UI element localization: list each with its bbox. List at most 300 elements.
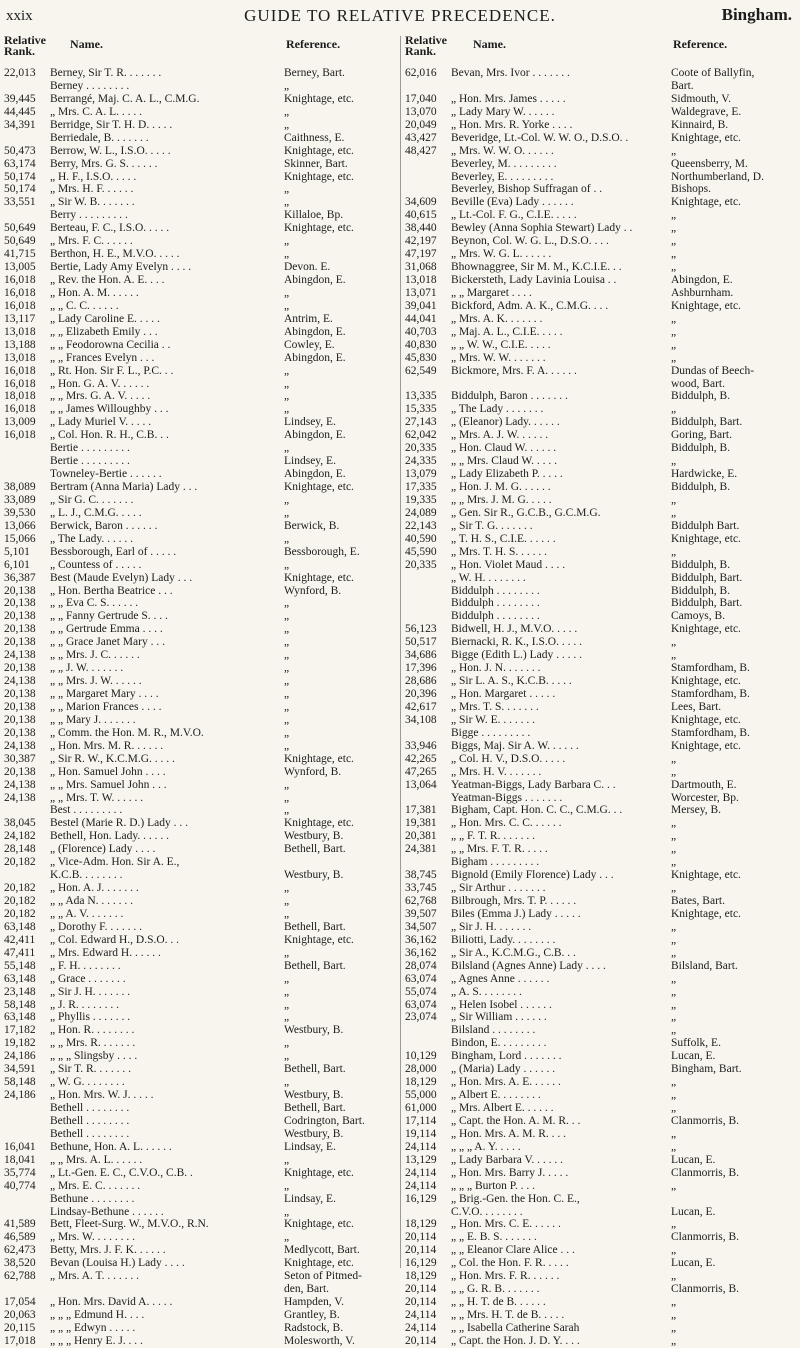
entry-row — [405, 597, 797, 610]
entry-row — [405, 1141, 797, 1154]
entry-rank: 33,551 — [4, 196, 36, 209]
entry-name: „ Sir Arthur . . . . . . . — [451, 882, 546, 895]
entry-reference: „ — [671, 817, 677, 830]
entry-name: „ „ Mrs. F. T. R. . . . . — [451, 843, 548, 856]
entry-row — [4, 701, 396, 714]
entry-row — [4, 209, 396, 222]
entry-rank: 48,427 — [405, 144, 437, 157]
entry-rank: 31,068 — [405, 261, 437, 274]
left-entries — [4, 67, 396, 1348]
entry-rank: 24,089 — [405, 506, 437, 519]
entry-row — [4, 714, 396, 727]
entry-reference: „ — [671, 1296, 677, 1309]
entry-name: „ Hon. Mrs. A. E. . . . . . — [451, 1076, 561, 1089]
entry-rank: 20,063 — [4, 1309, 36, 1321]
entry-name: „ Hon. G. A. V. . . . . . — [50, 377, 150, 390]
entry-name: „ Capt. the Hon. J. D. Y. . . . — [451, 1334, 580, 1347]
entry-name: Berney . . . . . . . . — [50, 79, 130, 92]
entry-reference: „ — [671, 946, 677, 959]
entry-row — [405, 947, 797, 960]
entry-rank: 40,590 — [405, 532, 437, 545]
entry-rank: 58,148 — [4, 1076, 36, 1089]
entry-name: „ (Eleanor) Lady. . . . . . — [451, 416, 560, 429]
entry-reference: Westbury, B. — [284, 830, 344, 843]
entry-name: Bilsland (Agnes Anne) Lady . . . . — [451, 959, 606, 972]
entry-name: „ Agnes Anne . . . . . . — [451, 972, 550, 985]
entry-name: „ Sir William . . . . . . — [451, 1011, 547, 1024]
entry-row — [405, 766, 797, 779]
entry-row — [405, 610, 797, 623]
entry-reference: Suffolk, E. — [671, 1037, 721, 1050]
entry-name: „ „ Elizabeth Emily . . . — [50, 325, 158, 338]
entry-name: „ The Lady . . . . . . . — [451, 403, 544, 416]
entry-rank: 47,411 — [4, 946, 36, 959]
entry-reference: Knightage, etc. — [284, 1257, 354, 1270]
entry-rank: 22,013 — [4, 67, 36, 79]
entry-reference: „ — [671, 998, 677, 1011]
entry-rank: 28,148 — [4, 843, 36, 856]
entry-row — [4, 1180, 396, 1193]
entry-rank: 33,745 — [405, 882, 437, 895]
entry-row — [4, 662, 396, 675]
entry-name: „ Capt. the Hon. A. M. R. . . — [451, 1114, 581, 1127]
entry-row — [4, 378, 396, 391]
entry-rank: 20,381 — [405, 830, 437, 843]
entry-row — [405, 442, 797, 455]
entry-rank: 50,174 — [4, 170, 36, 183]
entry-row — [4, 779, 396, 792]
entry-row — [4, 1011, 396, 1024]
entry-rank: 20,114 — [405, 1283, 437, 1296]
entry-name: „ „ „ A. Y. . . . . — [451, 1140, 521, 1153]
entry-rank: 15,066 — [4, 532, 36, 545]
entry-name: „ Mrs. Albert E. . . . . . — [451, 1102, 554, 1114]
entry-reference: „ — [671, 752, 677, 765]
entry-row — [405, 171, 797, 184]
entry-row — [405, 1089, 797, 1102]
reference-header: Reference. — [673, 37, 728, 51]
entry-name: „ Maj. A. L., C.I.E. . . . . — [451, 325, 563, 338]
entry-rank: 28,686 — [405, 675, 437, 688]
entry-reference: „ — [284, 196, 290, 209]
entry-reference: Knightage, etc. — [671, 907, 741, 920]
entry-name: Best . . . . . . . . . — [50, 804, 123, 817]
entry-row — [405, 1244, 797, 1257]
entry-row — [4, 572, 396, 585]
entry-rank: 20,138 — [4, 610, 36, 623]
entry-name: C.V.O. . . . . . . . — [451, 1205, 523, 1218]
entry-rank: 24,335 — [405, 455, 437, 468]
entry-reference: „ — [284, 118, 290, 131]
entry-reference: Lucan, E. — [671, 1257, 716, 1270]
entry-name: „ Hon. R. . . . . . . . — [50, 1024, 135, 1037]
entry-reference: Westbury, B. — [284, 1089, 344, 1102]
entry-name: Towneley-Bertie . . . . . . — [50, 468, 162, 481]
entry-rank: 36,162 — [405, 946, 437, 959]
entry-row — [405, 1011, 797, 1024]
entry-reference: „ — [284, 1011, 290, 1024]
entry-row — [405, 572, 797, 585]
entry-rank: 40,830 — [405, 338, 437, 351]
entry-rank: 20,138 — [4, 726, 36, 739]
entry-row — [4, 1154, 396, 1167]
entry-rank: 18,041 — [4, 1153, 36, 1166]
entry-row — [4, 597, 396, 610]
entry-row — [405, 481, 797, 494]
entry-rank: 23,074 — [405, 1011, 437, 1024]
entry-rank: 17,335 — [405, 481, 437, 493]
entry-name: Beverley, M. . . . . . . . . — [451, 157, 557, 170]
entry-reference: „ — [284, 532, 290, 545]
entry-rank: 42,197 — [405, 235, 437, 248]
entry-name: „ „ Margaret Mary . . . . — [50, 688, 159, 700]
entry-name: „ „ Mrs. A. L. . . . . . — [50, 1153, 143, 1166]
entry-row — [405, 688, 797, 701]
rank-header: Relative Rank. — [405, 33, 447, 58]
entry-reference: Coote of Ballyfin, — [671, 67, 755, 79]
entry-name: „ Gen. Sir R., G.C.B., G.C.M.G. — [451, 506, 601, 519]
entry-name: Bevan, Mrs. Ivor . . . . . . . — [451, 67, 570, 79]
entry-reference: Dundas of Beech- — [671, 364, 755, 377]
entry-row — [4, 999, 396, 1012]
entry-reference: Sidmouth, V. — [671, 92, 731, 105]
entry-name: K.C.B. . . . . . . . — [50, 869, 123, 882]
entry-row — [4, 158, 396, 171]
entry-reference: „ — [671, 636, 677, 649]
entry-rank: 38,045 — [4, 817, 36, 830]
entry-reference: „ — [284, 907, 290, 920]
entry-reference: „ — [671, 1140, 677, 1153]
entry-row — [405, 300, 797, 313]
entry-reference: Goring, Bart. — [671, 429, 733, 442]
entry-name: „ „ E. B. S. . . . . . . — [451, 1231, 537, 1244]
entry-rank: 40,703 — [405, 325, 437, 338]
entry-rank: 39,445 — [4, 92, 36, 105]
entry-rank: 50,473 — [4, 144, 36, 157]
entry-rank: 24,114 — [405, 1321, 437, 1334]
entry-rank: 13,018 — [405, 274, 437, 286]
entry-name: „ The Lady. . . . . . — [50, 532, 134, 545]
entry-row — [405, 416, 797, 429]
entry-reference: Knightage, etc. — [284, 92, 354, 105]
entry-rank: 28,074 — [405, 959, 437, 972]
entry-name: „ F. H. . . . . . . . — [50, 959, 121, 972]
entry-row — [4, 1024, 396, 1037]
entry-row — [4, 1063, 396, 1076]
entry-rank: 62,473 — [4, 1244, 36, 1257]
entry-name: Bhownaggree, Sir M. M., K.C.I.E. . . — [451, 261, 622, 274]
entry-rank: 50,174 — [4, 183, 36, 196]
entry-reference: „ — [284, 804, 290, 817]
entry-rank: 15,335 — [405, 403, 437, 416]
entry-name: „ Dorothy F. . . . . . . — [50, 920, 143, 933]
entry-rank: 24,138 — [4, 791, 36, 804]
entry-name: „ Sir T. G. . . . . . . — [451, 519, 533, 532]
entry-name: Biggs, Maj. Sir A. W. . . . . . — [451, 739, 579, 752]
entry-row — [405, 908, 797, 921]
entry-row — [405, 1180, 797, 1193]
entry-name: „ Lady Mary W. . . . . . — [451, 105, 555, 118]
entry-reference: „ — [671, 649, 677, 662]
entry-reference: „ — [671, 248, 677, 261]
entry-rank: 58,148 — [4, 998, 36, 1011]
entry-reference: „ — [671, 235, 677, 248]
entry-name: Bilbrough, Mrs. T. P. . . . . . — [451, 895, 577, 907]
entry-rank: 19,114 — [405, 1127, 437, 1140]
entry-name: „ Sir R. W., K.C.M.G. . . . . — [50, 752, 175, 765]
entry-row — [405, 183, 797, 196]
entry-rank: 24,138 — [4, 739, 36, 752]
entry-name: Berriedale, B. . . . . . . — [50, 131, 149, 144]
entry-reference: „ — [284, 713, 290, 726]
entry-row — [4, 390, 396, 403]
entry-row — [405, 274, 797, 287]
entry-row — [405, 196, 797, 209]
entry-name: „ „ Margaret . . . . — [451, 286, 532, 299]
entry-name: „ Hon. Claud W. . . . . . — [451, 442, 557, 455]
entry-name: „ „ Mrs. J. C. . . . . . — [50, 649, 140, 662]
entry-row — [4, 196, 396, 209]
entry-reference: Lees, Bart. — [671, 700, 722, 713]
entry-row — [405, 753, 797, 766]
entry-rank: 62,042 — [405, 429, 437, 442]
entry-row — [4, 546, 396, 559]
entry-rank: 55,074 — [405, 985, 437, 998]
entry-name: „ „ A. V. . . . . . . — [50, 907, 124, 920]
entry-rank: 16,129 — [405, 1257, 437, 1270]
entry-reference: „ — [284, 183, 290, 196]
entry-row — [4, 856, 396, 869]
entry-rank: 33,946 — [405, 739, 437, 752]
entry-row — [405, 1231, 797, 1244]
entry-name: „ A. S. . . . . . . . — [451, 985, 522, 998]
entry-rank: 20,114 — [405, 1244, 437, 1257]
entry-row — [4, 313, 396, 326]
entry-reference: Westbury, B. — [284, 869, 344, 882]
entry-row — [405, 507, 797, 520]
entry-rank: 55,148 — [4, 959, 36, 972]
entry-name: „ Hon. Mrs. Barry J. . . . . — [451, 1166, 569, 1179]
entry-rank: 38,520 — [4, 1257, 36, 1270]
entry-row — [4, 1322, 396, 1335]
entry-row — [405, 973, 797, 986]
entry-row — [405, 455, 797, 468]
entry-rank: 13,066 — [4, 519, 36, 532]
entry-row — [4, 274, 396, 287]
entry-rank: 24,381 — [405, 843, 437, 856]
entry-row — [4, 1050, 396, 1063]
entry-name: „ Brig.-Gen. the Hon. C. E., — [451, 1192, 580, 1205]
entry-row — [405, 882, 797, 895]
entry-reference: Devon. E. — [284, 261, 331, 274]
entry-reference: „ — [671, 882, 677, 895]
entry-name: „ Lady Caroline E. . . . . — [50, 312, 160, 325]
entry-rank: 46,589 — [4, 1231, 36, 1244]
entry-reference: „ — [284, 985, 290, 998]
entry-name: Bickford, Adm. A. K., C.M.G. . . . — [451, 299, 609, 312]
entry-row — [405, 1024, 797, 1037]
entry-name: „ Rt. Hon. Sir F. L., P.C. . . — [50, 364, 174, 377]
entry-row — [4, 507, 396, 520]
entry-rank: 39,530 — [4, 506, 36, 519]
entry-row — [405, 830, 797, 843]
entry-row — [405, 1218, 797, 1231]
entry-rank: 20,138 — [4, 765, 36, 778]
entry-row — [4, 610, 396, 623]
entry-rank: 19,182 — [4, 1037, 36, 1050]
entry-row — [4, 830, 396, 843]
entry-name: „ Mrs. T. S. . . . . . . — [451, 700, 539, 713]
entry-name: Biliotti, Lady. . . . . . . . — [451, 933, 556, 946]
entry-row — [405, 1128, 797, 1141]
entry-row — [405, 1076, 797, 1089]
entry-rank: 18,129 — [405, 1218, 437, 1231]
entry-reference: Worcester, Bp. — [671, 791, 739, 804]
entry-reference: Caithness, E. — [284, 131, 345, 144]
entry-row — [4, 132, 396, 145]
entry-reference: Knightage, etc. — [671, 739, 741, 752]
entry-row — [4, 817, 396, 830]
entry-row — [405, 1206, 797, 1219]
entry-row — [4, 792, 396, 805]
entry-rank: 16,018 — [4, 377, 36, 390]
entry-reference: Radstock, B. — [284, 1321, 344, 1334]
entry-row — [405, 740, 797, 753]
entry-name: „ Mrs. W. G. L. . . . . . — [451, 248, 552, 261]
entry-reference: „ — [284, 688, 290, 700]
entry-reference: „ — [284, 1231, 290, 1244]
entry-name: „ „ G. R. B. . . . . . . — [451, 1283, 540, 1296]
entry-row — [405, 1257, 797, 1270]
entry-row — [4, 934, 396, 947]
entry-row — [405, 132, 797, 145]
entry-reference: „ — [284, 998, 290, 1011]
entry-name: „ Mrs. C. A. L. . . . . — [50, 105, 142, 118]
right-entries — [405, 67, 797, 1348]
entry-reference: „ — [671, 830, 677, 843]
entry-row — [4, 1335, 396, 1348]
entry-name: „ „ Mrs. J. W. . . . . . — [50, 675, 142, 688]
entry-row — [405, 1063, 797, 1076]
entry-reference: Bethell, Bart. — [284, 843, 346, 856]
entry-row — [4, 235, 396, 248]
entry-row — [4, 740, 396, 753]
entry-reference: Knightage, etc. — [284, 481, 354, 493]
entry-name: „ Sir L. A. S., K.C.B. . . . . — [451, 675, 572, 688]
entry-reference: „ — [671, 403, 677, 416]
entry-row — [4, 455, 396, 468]
entry-name: Bertie . . . . . . . . . — [50, 442, 130, 455]
entry-name: „ Col. the Hon. F. R. . . . . — [451, 1257, 569, 1270]
entry-name: „ Helen Isobel . . . . . . — [451, 998, 552, 1011]
entry-row — [4, 1141, 396, 1154]
entry-row — [405, 93, 797, 106]
entry-rank: 20,182 — [4, 895, 36, 907]
entry-name: „ Mrs. E. C. . . . . . . — [50, 1179, 141, 1192]
entry-reference: Antrim, E. — [284, 312, 333, 325]
entry-rank: 20,182 — [4, 907, 36, 920]
entry-row — [4, 67, 396, 80]
entry-row — [4, 339, 396, 352]
entry-reference: „ — [284, 1076, 290, 1089]
entry-reference: Knightage, etc. — [284, 817, 354, 830]
entry-name: Beverley, Bishop Suffragan of . . — [451, 183, 603, 196]
entry-reference: „ — [671, 261, 677, 274]
entry-reference: Wynford, B. — [284, 765, 342, 778]
entry-name: „ Lt.-Gen. E. C., C.V.O., C.B. . — [50, 1166, 193, 1179]
entry-rank: 13,188 — [4, 338, 36, 351]
entry-reference: „ — [284, 1153, 290, 1166]
entry-rank: 50,517 — [405, 636, 437, 649]
entry-row — [405, 365, 797, 378]
entry-reference: Biddulph, B. — [671, 481, 731, 493]
entry-rank: 13,071 — [405, 286, 437, 299]
entry-name: „ Rev. the Hon. A. E. . . . — [50, 274, 165, 286]
entry-rank: 63,148 — [4, 1011, 36, 1024]
entry-row — [405, 494, 797, 507]
entry-rank: 19,335 — [405, 493, 437, 506]
entry-row — [4, 960, 396, 973]
entry-rank: 24,186 — [4, 1089, 36, 1102]
entry-row — [4, 921, 396, 934]
entry-row — [4, 766, 396, 779]
entry-name: Berthon, H. E., M.V.O. . . . . — [50, 248, 180, 261]
entry-name: „ „ Eva C. S. . . . . . — [50, 597, 139, 610]
entry-rank: 13,335 — [405, 390, 437, 403]
entry-name: „ Col. Hon. R. H., C.B. . . — [50, 429, 169, 442]
column-divider — [400, 36, 401, 1268]
entry-reference: Medlycott, Bart. — [284, 1244, 360, 1257]
entry-rank: 20,335 — [405, 558, 437, 571]
entry-rank: 41,715 — [4, 248, 36, 261]
entry-name: „ (Florence) Lady . . . . — [50, 843, 156, 856]
entry-row — [405, 1283, 797, 1296]
entry-rank: 44,445 — [4, 105, 36, 118]
entry-row — [405, 390, 797, 403]
entry-rank: 20,182 — [4, 882, 36, 895]
entry-reference: Westbury, B. — [284, 1127, 344, 1140]
entry-row — [405, 352, 797, 365]
entry-reference: „ — [284, 739, 290, 752]
entry-reference: Biddulph, B. — [671, 390, 731, 403]
entry-rank: 39,507 — [405, 907, 437, 920]
entry-reference: „ — [284, 248, 290, 261]
entry-name: „ Mrs. A. J. W. . . . . . — [451, 429, 549, 442]
entry-rank: 36,387 — [4, 571, 36, 584]
entry-reference: Camoys, B. — [671, 610, 725, 623]
entry-name: Bertie . . . . . . . . . — [50, 455, 130, 468]
name-header: Name. — [473, 37, 506, 51]
entry-reference: Stamfordham, B. — [671, 726, 750, 739]
entry-name: „ Sir W. B. . . . . . . — [50, 196, 135, 209]
entry-row — [4, 520, 396, 533]
entry-row — [4, 947, 396, 960]
entry-reference: Queensberry, M. — [671, 157, 748, 170]
entry-name: „ „ F. T. R. . . . . . . — [451, 830, 535, 843]
entry-row — [405, 792, 797, 805]
entry-name: „ Hon. Mrs. C. E. . . . . . — [451, 1218, 561, 1231]
entry-rank: 44,041 — [405, 312, 437, 325]
entry-rank: 20,115 — [4, 1321, 36, 1334]
entry-reference: „ — [671, 1179, 677, 1192]
entry-name: „ Comm. the Hon. M. R., M.V.O. — [50, 726, 204, 739]
entry-rank: 17,381 — [405, 804, 437, 817]
entry-name: „ Lt.-Col. F. G., C.I.E. . . . . — [451, 209, 577, 222]
entry-row — [405, 287, 797, 300]
entry-name: „ Sir J. H. . . . . . . — [50, 985, 131, 998]
entry-rank: 20,138 — [4, 597, 36, 610]
entry-row — [405, 546, 797, 559]
